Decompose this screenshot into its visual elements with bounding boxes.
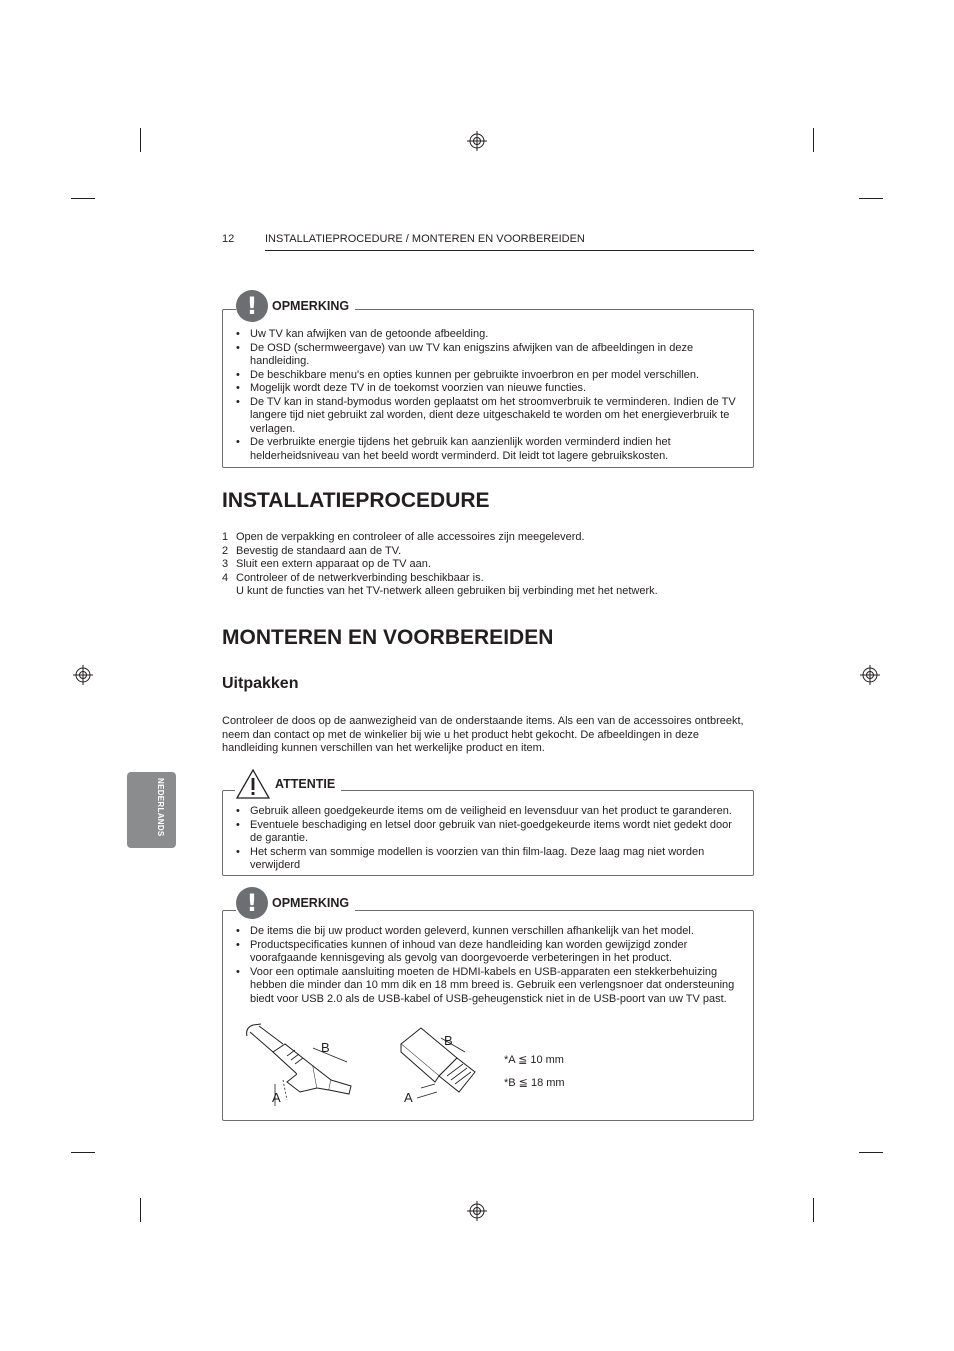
note-heading (236, 290, 355, 322)
registration-mark-icon (467, 131, 487, 151)
list-item: • Het scherm van sommige modellen is voorzien van thin film-laag. Deze laag mag niet worden verwijderd (250, 846, 753, 873)
step-row: 4 Controleer of de netwerkverbinding beschikbaar is. (222, 571, 484, 584)
list-item: • Uw TV kan afwijken van de getoonde afbeelding. (250, 328, 753, 342)
installation-steps (222, 531, 658, 599)
note-label: OPMERKING (272, 299, 350, 313)
exclamation-icon: ! (236, 887, 268, 919)
caution-heading-rule (346, 790, 753, 791)
header-rule (265, 250, 754, 251)
note-heading-rule (372, 309, 753, 310)
crop-mark (140, 1198, 141, 1222)
note-heading-rule (372, 910, 753, 911)
list-item: • De TV kan in stand-bymodus worden geplaatst om het stroomverbruik te verminderen. Indien de TV langere tijd niet gebruikt zal worden, dient deze uitgeschakeld te worden om het energieverbruik te verlagen. (250, 396, 753, 437)
list-item: • De verbruikte energie tijdens het gebruik kan aanzienlijk worden verminderd indien het helderheidsniveau van het beeld wordt verminderd. Dit leidt tot lagere gebruikskosten. (250, 436, 753, 463)
running-title: INSTALLATIEPROCEDURE / MONTEREN EN VOORBEREIDEN (265, 233, 585, 245)
step-row: 2 Bevestig de standaard aan de TV. (222, 544, 402, 557)
list-item: • De OSD (schermweergave) van uw TV kan enigszins afwijken van de afbeeldingen in deze handleiding. (250, 342, 753, 369)
list-item: • Voor een optimale aansluiting moeten de HDMI-kabels en USB-apparaten een stekkerbehuizing hebben die minder dan 10 mm dik en 18 mm breed is. Gebruik een verlengsnoer dat ondersteuning biedt voor USB 2.0 als de USB-kabel of USB-geheugenstick niet in de USB-poort van uw TV past. (250, 966, 753, 1007)
dimension-label-b: B (444, 1033, 453, 1048)
list-item: • Productspecificaties kunnen of inhoud van deze handleiding kan worden gewijzigd zonder voorafgaande kennisgeving als gevolg van doorgevoerde verbeteringen in het product. (250, 939, 753, 966)
step-row: 1 Open de verpakking en controleer of alle accessoires zijn meegeleverd. (222, 531, 585, 543)
crop-mark (859, 198, 883, 199)
language-tab (127, 772, 176, 848)
crop-mark (140, 128, 141, 152)
note-box (222, 309, 754, 468)
warning-triangle-icon (235, 768, 271, 800)
exclamation-icon: ! (236, 290, 268, 322)
list-item: • De items die bij uw product worden geleverd, kunnen verschillen afhankelijk van het model. (250, 925, 753, 939)
caution-label: ATTENTIE (275, 777, 336, 791)
step-row: U kunt de functies van het TV-netwerk alleen gebruiken bij verbinding met het netwerk. (236, 585, 658, 597)
registration-mark-icon (860, 665, 880, 685)
list-item: • Mogelijk wordt deze TV in de toekomst voorzien van nieuwe functies. (250, 382, 753, 396)
dimension-spec-a: *A ≦ 10 mm (504, 1054, 564, 1066)
step-row: 3 Sluit een extern apparaat op de TV aan. (222, 558, 431, 570)
section-title: INSTALLATIEPROCEDURE (222, 489, 490, 512)
note-heading (236, 887, 355, 919)
paragraph: Controleer de doos op de aanwezigheid van de onderstaande items. Als een van de accessoires ontbreekt, neem dan contact op met de winkelier bij wie u het product hebt gekocht. De afbeeldingen in deze handleiding kunnen verschillen van het werkelijke product en item. (222, 715, 744, 754)
subsection-title: Uitpakken (222, 675, 299, 692)
caution-list (223, 805, 753, 873)
hdmi-connector-illustration (245, 1022, 360, 1112)
note-list (223, 925, 753, 1006)
crop-mark (71, 1152, 95, 1153)
dimension-spec-b: *B ≦ 18 mm (504, 1077, 565, 1089)
list-item: • Gebruik alleen goedgekeurde items om de veiligheid en levensduur van het product te garanderen. (250, 805, 753, 819)
crop-mark (71, 198, 95, 199)
section-title: MONTEREN EN VOORBEREIDEN (222, 626, 554, 649)
caution-heading (235, 768, 341, 800)
page-number: 12 (222, 233, 235, 245)
caution-box (222, 790, 754, 876)
crop-mark (813, 1198, 814, 1222)
language-tab-label: NEDERLANDS (156, 778, 165, 837)
dimension-label-a: A (404, 1090, 413, 1105)
note-label: OPMERKING (272, 896, 350, 910)
registration-mark-icon (467, 1201, 487, 1221)
dimension-label-a: A (272, 1090, 281, 1105)
registration-mark-icon (73, 665, 93, 685)
list-item: • Eventuele beschadiging en letsel door gebruik van niet-goedgekeurde items wordt niet gedekt door de garantie. (250, 819, 753, 846)
crop-mark (813, 128, 814, 152)
dimension-label-b: B (321, 1040, 330, 1055)
note-list (223, 328, 753, 463)
list-item: • De beschikbare menu's en opties kunnen per gebruikte invoerbron en per model verschillen. (250, 369, 753, 383)
crop-mark (859, 1152, 883, 1153)
